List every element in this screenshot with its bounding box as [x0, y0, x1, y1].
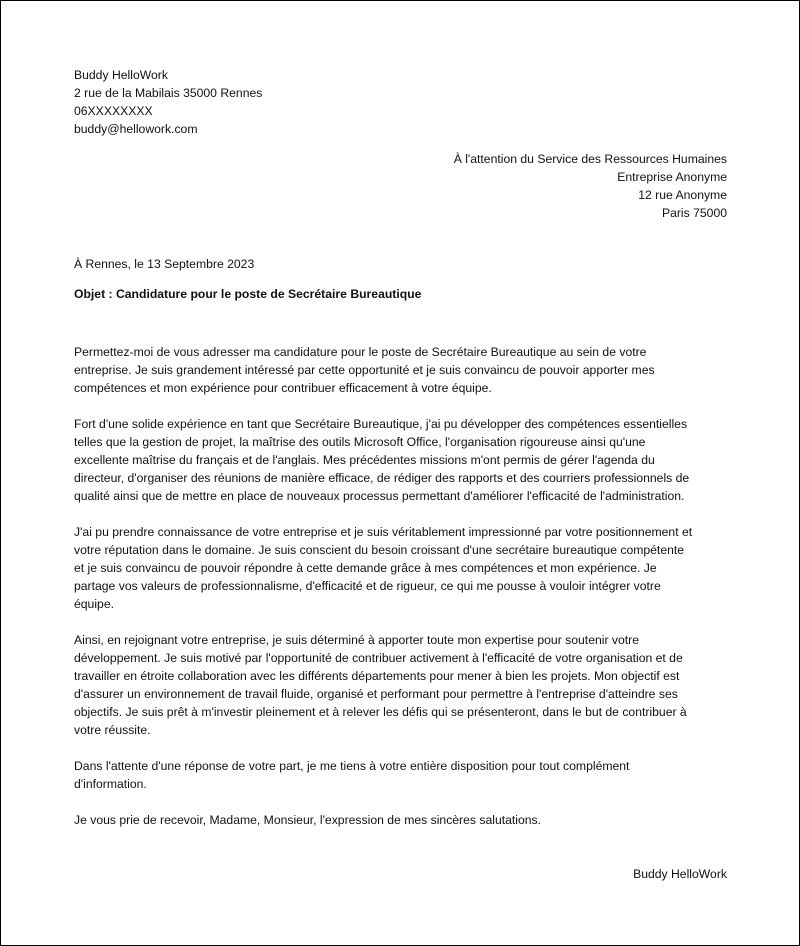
text-line: objectifs. Je suis prêt à m'investir pleinement et à relever les défis qui se présenteront, dans le but de contribuer à: [74, 705, 687, 719]
recipient-attention: À l'attention du Service des Ressources Humaines: [453, 152, 727, 166]
sender-address: 2 rue de la Mabilais 35000 Rennes: [74, 86, 263, 100]
text-line: J'ai pu prendre connaissance de votre entreprise et je suis véritablement impressionné par votre positionnement et: [74, 525, 693, 539]
text-line: travailler en étroite collaboration avec les différents départements pour mener à bien les projets. Mon objectif est: [74, 669, 680, 683]
paragraph-closing: [74, 811, 734, 829]
recipient-city: Paris 75000: [661, 206, 727, 220]
recipient-company: Entreprise Anonyme: [617, 170, 727, 184]
text-line: excellente maîtrise du français et de l'anglais. Mes précédentes missions m'ont permis de gérer l'agenda du: [74, 453, 655, 467]
text-line: votre réputation dans le domaine. Je suis conscient du besoin croissant d'une secrétaire bureautique compétente: [74, 543, 685, 557]
text-line: d'information.: [74, 777, 147, 791]
paragraph-motivation: [74, 631, 734, 739]
sender-email: buddy@hellowork.com: [74, 122, 198, 136]
text-line: et je suis convaincu de pouvoir répondre à cette demande grâce à mes compétences et mon expérience. Je: [74, 561, 657, 575]
text-line: Ainsi, en rejoignant votre entreprise, je suis déterminé à apporter toute mon expertise pour soutenir votre: [74, 633, 639, 647]
letter-subject: Objet : Candidature pour le poste de Secrétaire Bureautique: [74, 287, 422, 301]
letter-body: [74, 343, 734, 847]
text-line: votre réussite.: [74, 723, 151, 737]
paragraph-availability: [74, 757, 734, 793]
signature: Buddy HelloWork: [633, 867, 727, 881]
text-line: directeur, d'organiser des réunions de manière efficace, de rédiger des rapports et des courriers professionnels de: [74, 471, 690, 485]
text-line: Je vous prie de recevoir, Madame, Monsieur, l'expression de mes sincères salutations.: [74, 813, 542, 827]
text-line: Dans l'attente d'une réponse de votre part, je me tiens à votre entière disposition pour tout complément: [74, 759, 630, 773]
place-date: À Rennes, le 13 Septembre 2023: [74, 257, 255, 271]
text-line: partage vos valeurs de professionnalisme, d'efficacité et de rigueur, ce qui me pousse à vouloir intégrer votre: [74, 579, 661, 593]
recipient-street: 12 rue Anonyme: [638, 188, 727, 202]
sender-name: Buddy HelloWork: [74, 68, 168, 82]
sender-phone: 06XXXXXXXX: [74, 104, 153, 118]
text-line: Fort d'une solide expérience en tant que Secrétaire Bureautique, j'ai pu développer des compétences essentielles: [74, 417, 688, 431]
text-line: équipe.: [74, 597, 114, 611]
paragraph-introduction: [74, 343, 734, 397]
recipient-block: [454, 150, 727, 222]
sender-block: [74, 66, 262, 138]
paragraph-experience: [74, 415, 734, 505]
paragraph-company-interest: [74, 523, 734, 613]
text-line: telles que la gestion de projet, la maîtrise des outils Microsoft Office, l'organisation rigoureuse ainsi qu'une: [74, 435, 646, 449]
text-line: développement. Je suis motivé par l'opportunité de contribuer activement à l'efficacité de votre organisation et de: [74, 651, 683, 665]
text-line: Permettez-moi de vous adresser ma candidature pour le poste de Secrétaire Bureautique au sein de votre: [74, 345, 647, 359]
text-line: compétences et mon expérience pour contribuer efficacement à votre équipe.: [74, 381, 492, 395]
text-line: entreprise. Je suis grandement intéressé par cette opportunité et je suis convaincu de pouvoir apporter mes: [74, 363, 655, 377]
text-line: d'assurer un environnement de travail fluide, organisé et performant pour permettre à l'entreprise d'atteindre ses: [74, 687, 678, 701]
text-line: qualité ainsi que de mettre en place de nouveaux processus permettant d'améliorer l'efficacité de l'administration.: [74, 489, 685, 503]
